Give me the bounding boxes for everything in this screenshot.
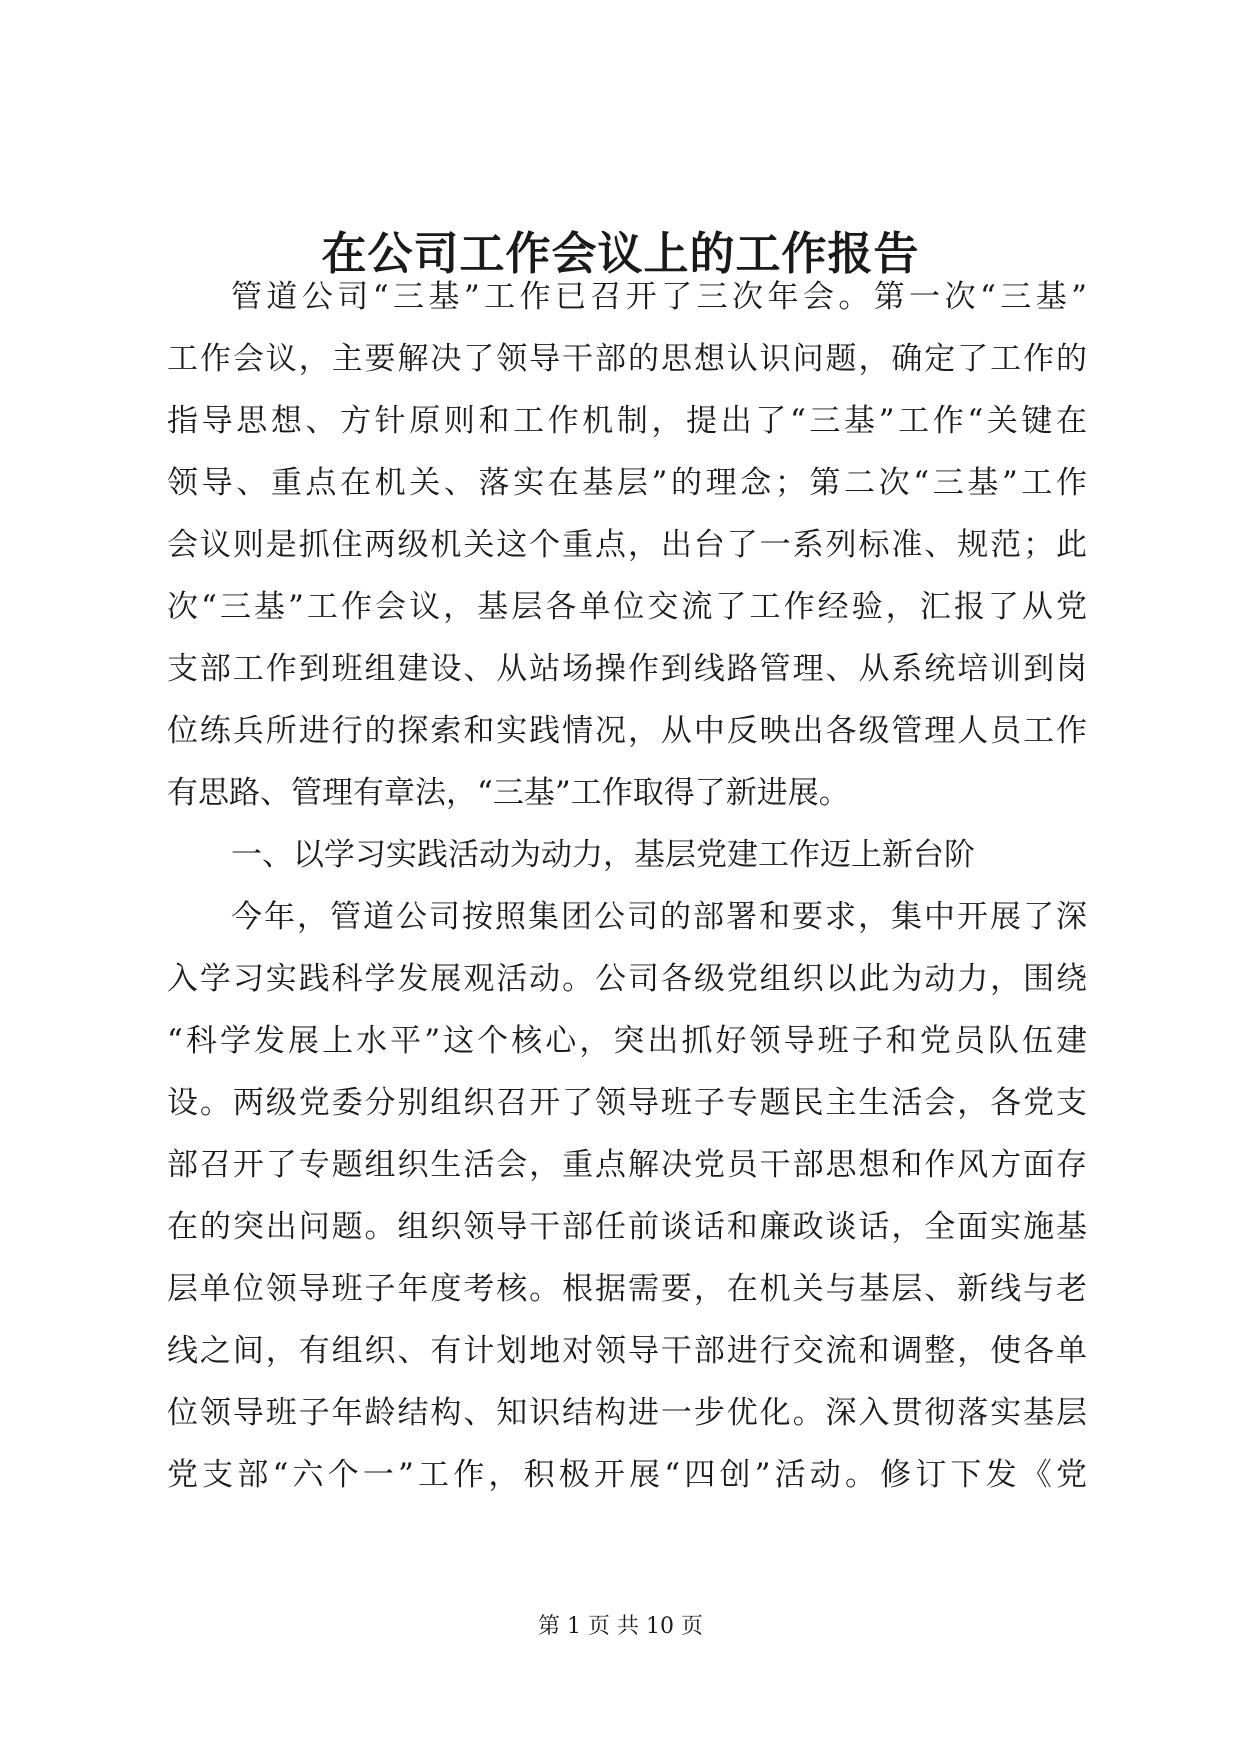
page-number-footer: 第 1 页 共 10 页: [538, 1614, 703, 1639]
paragraph-line: 指导思想、方针原则和工作机制，提出了“三基”工作“关键在: [167, 403, 1087, 439]
paragraph-line: 今年，管道公司按照集团公司的部署和要求，集中开展了深: [231, 899, 1087, 935]
paragraph-line: “科学发展上水平”这个核心，突出抓好领导班子和党员队伍建: [167, 1023, 1087, 1059]
paragraph-line: 位领导班子年龄结构、知识结构进一步优化。深入贯彻落实基层: [167, 1395, 1087, 1431]
paragraph-line: 位练兵所进行的探索和实践情况，从中反映出各级管理人员工作: [167, 713, 1087, 749]
paragraph-line: 工作会议，主要解决了领导干部的思想认识问题，确定了工作的: [167, 341, 1087, 377]
document-title: 在公司工作会议上的工作报告: [321, 227, 920, 280]
paragraph-line: 领导、重点在机关、落实在基层”的理念；第二次“三基”工作: [167, 465, 1087, 501]
paragraph-line: 党支部“六个一”工作，积极开展“四创”活动。修订下发《党: [167, 1457, 1087, 1493]
paragraph-line: 会议则是抓住两级机关这个重点，出台了一系列标准、规范；此: [167, 527, 1087, 563]
paragraph-line: 部召开了专题组织生活会，重点解决党员干部思想和作风方面存: [167, 1147, 1087, 1183]
section-heading: 一、以学习实践活动为动力，基层党建工作迈上新台阶: [231, 837, 975, 873]
paragraph-line: 次“三基”工作会议，基层各单位交流了工作经验，汇报了从党: [167, 589, 1087, 625]
paragraph-line: 线之间，有组织、有计划地对领导干部进行交流和调整，使各单: [167, 1333, 1087, 1369]
document-body: [167, 266, 1087, 1506]
paragraph-line: 层单位领导班子年度考核。根据需要，在机关与基层、新线与老: [167, 1271, 1087, 1307]
paragraph-line: 设。两级党委分别组织召开了领导班子专题民主生活会，各党支: [167, 1085, 1087, 1121]
paragraph-line: 入学习实践科学发展观活动。公司各级党组织以此为动力，围绕: [167, 961, 1087, 997]
paragraph-line: 支部工作到班组建设、从站场操作到线路管理、从系统培训到岗: [167, 651, 1087, 687]
paragraph-line: 在的突出问题。组织领导干部任前谈话和廉政谈话，全面实施基: [167, 1209, 1087, 1245]
paragraph-line: 有思路、管理有章法，“三基”工作取得了新进展。: [167, 775, 850, 811]
paragraph-line: 管道公司“三基”工作已召开了三次年会。第一次“三基”: [231, 279, 1087, 315]
